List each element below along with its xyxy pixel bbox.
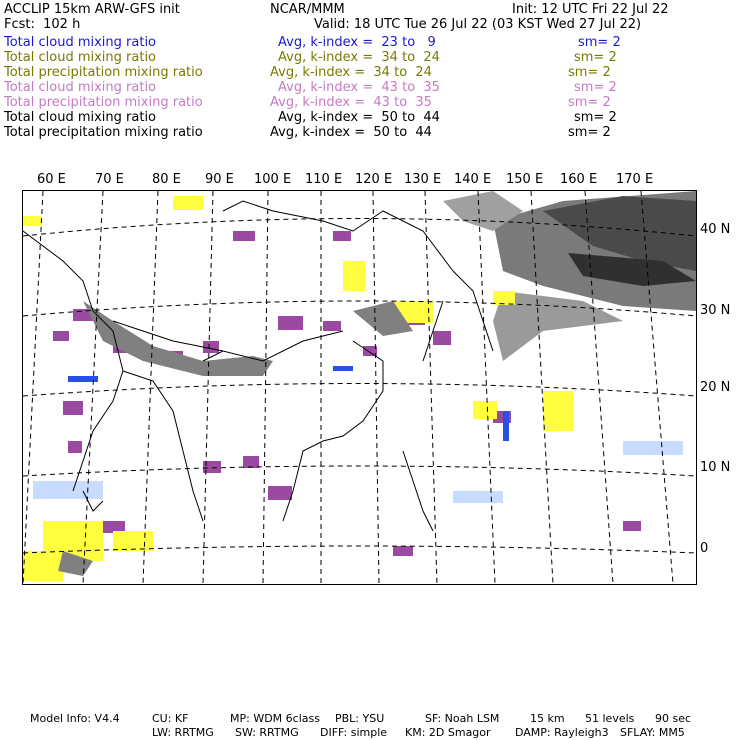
- footer-item: DAMP: Rayleigh3: [515, 726, 609, 739]
- lon-label: 60 E: [37, 172, 66, 187]
- forecast-hour: Fcst: 102 h: [4, 17, 81, 32]
- field-sm: sm= 2: [574, 50, 617, 65]
- footer-item: LW: RRTMG: [152, 726, 214, 739]
- field-avg: Avg, k-index = 50 to 44: [270, 125, 432, 140]
- footer-item: KM: 2D Smagor: [405, 726, 491, 739]
- field-avg: Avg, k-index = 43 to 35: [278, 80, 440, 95]
- model-title: ACCLIP 15km ARW-GFS init: [4, 2, 180, 17]
- footer-item: SFLAY: MM5: [620, 726, 685, 739]
- field-avg: Avg, k-index = 23 to 9: [278, 35, 436, 50]
- lon-label: 160 E: [560, 172, 598, 187]
- field-name: Total precipitation mixing ratio: [4, 125, 203, 140]
- valid-time: Valid: 18 UTC Tue 26 Jul 22 (03 KST Wed 27 Jul 22): [314, 17, 642, 32]
- cloud-field-gray: [58, 301, 413, 576]
- footer-item: CU: KF: [152, 712, 189, 725]
- field-avg: Avg, k-index = 34 to 24: [270, 65, 432, 80]
- cloud-field-dark: [443, 191, 696, 361]
- field-avg: Avg, k-index = 43 to 35: [270, 95, 432, 110]
- field-sm: sm= 2: [568, 65, 611, 80]
- footer-item: Model Info: V4.4: [30, 712, 120, 725]
- lat-label: 10 N: [700, 460, 731, 475]
- field-name: Total precipitation mixing ratio: [4, 65, 203, 80]
- footer-item: 51 levels: [585, 712, 635, 725]
- lon-label: 80 E: [152, 172, 181, 187]
- field-name: Total cloud mixing ratio: [4, 50, 157, 65]
- field-sm: sm= 2: [568, 95, 611, 110]
- field-sm: sm= 2: [574, 110, 617, 125]
- map-canvas: [23, 191, 696, 584]
- init-time: Init: 12 UTC Fri 22 Jul 22: [512, 2, 669, 17]
- org-label: NCAR/MMM: [270, 2, 345, 17]
- field-avg: Avg, k-index = 50 to 44: [278, 110, 440, 125]
- field-sm: sm= 2: [568, 125, 611, 140]
- lon-label: 120 E: [355, 172, 393, 187]
- lon-label: 70 E: [95, 172, 124, 187]
- footer-item: MP: WDM 6class: [230, 712, 320, 725]
- cloud-field-blue: [33, 366, 683, 503]
- lat-label: 30 N: [700, 303, 731, 318]
- field-name: Total precipitation mixing ratio: [4, 95, 203, 110]
- lat-label: 40 N: [700, 222, 731, 237]
- lon-label: 90 E: [205, 172, 234, 187]
- lon-label: 170 E: [616, 172, 654, 187]
- footer-item: 15 km: [530, 712, 565, 725]
- lat-label: 0: [700, 541, 709, 556]
- footer-item: 90 sec: [655, 712, 692, 725]
- field-avg: Avg, k-index = 34 to 24: [278, 50, 440, 65]
- lon-label: 130 E: [404, 172, 442, 187]
- field-sm: sm= 2: [578, 35, 621, 50]
- footer-item: SF: Noah LSM: [425, 712, 500, 725]
- footer-item: SW: RRTMG: [235, 726, 299, 739]
- field-name: Total cloud mixing ratio: [4, 110, 157, 125]
- field-name: Total cloud mixing ratio: [4, 80, 157, 95]
- footer-item: PBL: YSU: [335, 712, 385, 725]
- lon-label: 140 E: [454, 172, 492, 187]
- lon-label: 150 E: [506, 172, 544, 187]
- forecast-map: [22, 190, 697, 585]
- lon-label: 100 E: [254, 172, 292, 187]
- footer-item: DIFF: simple: [320, 726, 388, 739]
- field-sm: sm= 2: [574, 80, 617, 95]
- lon-label: 110 E: [305, 172, 343, 187]
- lat-label: 20 N: [700, 380, 731, 395]
- field-name: Total cloud mixing ratio: [4, 35, 157, 50]
